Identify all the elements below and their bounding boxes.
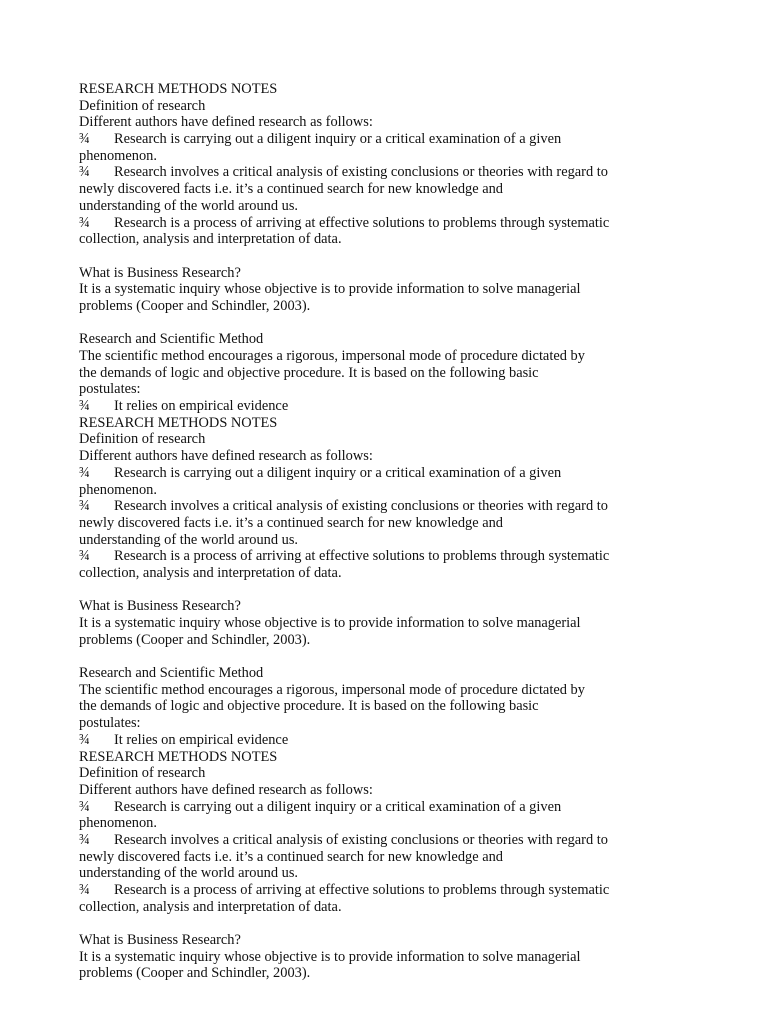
list-item-text: Research is carrying out a diligent inquiry or a critical examination of a given	[114, 798, 562, 815]
bullet-glyph: ¾	[79, 548, 90, 565]
document-title: RESEARCH METHODS NOTES	[79, 748, 278, 765]
list-item-text: Research is carrying out a diligent inquiry or a critical examination of a given	[114, 464, 562, 481]
bullet-glyph: ¾	[79, 464, 90, 481]
list-item-text: Research is a process of arriving at effective solutions to problems through systematic	[114, 548, 610, 565]
section-heading: What is Business Research?	[79, 932, 241, 949]
document-title: RESEARCH METHODS NOTES	[79, 81, 278, 97]
bullet-glyph: ¾	[79, 798, 90, 815]
section-heading: Research and Scientific Method	[79, 665, 264, 682]
list-item-text: Research is a process of arriving at effective solutions to problems through systematic	[114, 882, 610, 898]
paragraph-line: phenomenon.	[79, 815, 157, 832]
list-item-text: Research is carrying out a diligent inquiry or a critical examination of a given	[114, 131, 562, 148]
paragraph-line: understanding of the world around us.	[79, 531, 299, 548]
list-item	[79, 832, 739, 849]
list-item-text: It relies on empirical evidence	[114, 731, 289, 748]
list-item-text: Research is a process of arriving at effective solutions to problems through systematic	[114, 214, 610, 231]
paragraph-line: The scientific method encourages a rigorous, impersonal mode of procedure dictated by	[79, 681, 585, 698]
list-item	[79, 465, 739, 482]
list-item	[79, 398, 739, 415]
paragraph-line: postulates:	[79, 381, 141, 398]
paragraph-line: phenomenon.	[79, 147, 157, 164]
bullet-glyph: ¾	[79, 398, 90, 415]
bullet-glyph: ¾	[79, 498, 90, 515]
paragraph-line: It is a systematic inquiry whose objective is to provide information to solve managerial	[79, 281, 581, 298]
list-item	[79, 799, 739, 816]
paragraph-line: newly discovered facts i.e. it’s a continued search for new knowledge and	[79, 848, 503, 865]
list-item	[79, 131, 739, 148]
bullet-glyph: ¾	[79, 882, 90, 898]
list-item-text: Research involves a critical analysis of existing conclusions or theories with regard to	[114, 498, 608, 515]
list-item	[79, 215, 739, 232]
section-heading: Definition of research	[79, 765, 206, 782]
section-heading: Definition of research	[79, 97, 206, 114]
paragraph-line: problems (Cooper and Schindler, 2003).	[79, 297, 311, 314]
blank-line	[79, 582, 739, 599]
paragraph-line: problems (Cooper and Schindler, 2003).	[79, 631, 311, 648]
list-item	[79, 732, 739, 749]
intro-text: Different authors have defined research as follows:	[79, 448, 373, 465]
paragraph-line: understanding of the world around us.	[79, 865, 299, 882]
section-heading: Definition of research	[79, 431, 206, 448]
list-item	[79, 548, 739, 565]
bullet-glyph: ¾	[79, 131, 90, 148]
paragraph-line: postulates:	[79, 715, 141, 732]
paragraph-line: understanding of the world around us.	[79, 197, 299, 214]
paragraph-line: the demands of logic and objective procedure. It is based on the following basic	[79, 364, 539, 381]
intro-text: Different authors have defined research as follows:	[79, 781, 373, 798]
blank-line	[79, 648, 739, 665]
bullet-glyph: ¾	[79, 831, 90, 848]
blank-line	[79, 315, 739, 332]
list-item-text: Research involves a critical analysis of existing conclusions or theories with regard to	[114, 164, 608, 181]
paragraph-line: newly discovered facts i.e. it’s a continued search for new knowledge and	[79, 181, 503, 198]
intro-text: Different authors have defined research as follows:	[79, 114, 373, 131]
paragraph-line: The scientific method encourages a rigorous, impersonal mode of procedure dictated by	[79, 348, 585, 364]
paragraph-line: It is a systematic inquiry whose objective is to provide information to solve managerial	[79, 615, 581, 631]
bullet-glyph: ¾	[79, 731, 90, 748]
bullet-glyph: ¾	[79, 164, 90, 181]
document-page	[79, 81, 739, 982]
section-heading: Research and Scientific Method	[79, 331, 264, 348]
list-item	[79, 882, 739, 899]
list-item	[79, 164, 739, 181]
blank-line	[79, 915, 739, 932]
paragraph-line: the demands of logic and objective procedure. It is based on the following basic	[79, 698, 539, 715]
bullet-glyph: ¾	[79, 214, 90, 231]
blank-line	[79, 248, 739, 265]
paragraph-line: phenomenon.	[79, 481, 157, 498]
paragraph-line: collection, analysis and interpretation of data.	[79, 564, 342, 581]
document-title: RESEARCH METHODS NOTES	[79, 414, 278, 431]
section-heading: What is Business Research?	[79, 264, 241, 281]
list-item	[79, 498, 739, 515]
paragraph-line: problems (Cooper and Schindler, 2003).	[79, 965, 311, 982]
section-heading: What is Business Research?	[79, 598, 241, 615]
paragraph-line: newly discovered facts i.e. it’s a continued search for new knowledge and	[79, 514, 503, 531]
list-item-text: It relies on empirical evidence	[114, 398, 289, 415]
list-item-text: Research involves a critical analysis of existing conclusions or theories with regard to	[114, 831, 608, 848]
paragraph-line: collection, analysis and interpretation of data.	[79, 231, 342, 248]
paragraph-line: collection, analysis and interpretation of data.	[79, 898, 342, 915]
paragraph-line: It is a systematic inquiry whose objective is to provide information to solve managerial	[79, 948, 581, 965]
